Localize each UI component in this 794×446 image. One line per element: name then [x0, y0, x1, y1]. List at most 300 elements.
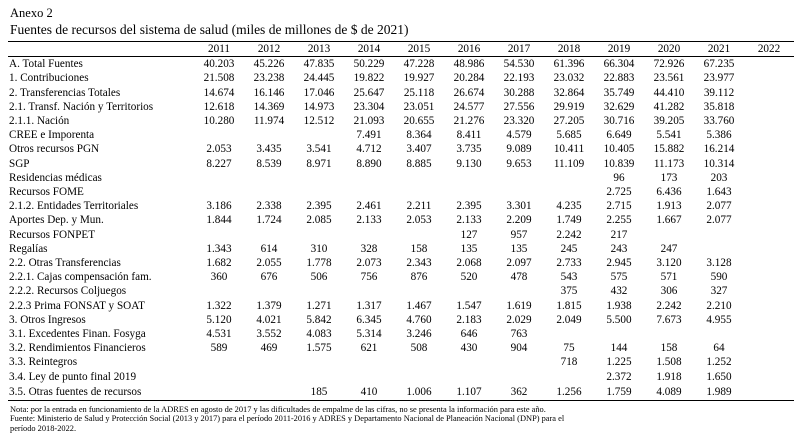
table-cell: 3.301	[506, 200, 532, 213]
table-cell	[744, 71, 794, 85]
table-cell: 621	[360, 342, 378, 355]
column-header: 2014	[344, 42, 394, 57]
table-cell: 4.089	[644, 384, 694, 401]
table-cell	[444, 171, 494, 185]
table-cell: 1.643	[706, 186, 732, 199]
table-cell: 2.029	[506, 313, 532, 326]
table-cell	[444, 355, 494, 369]
table-cell: 590	[710, 271, 728, 284]
table-cell	[744, 86, 794, 100]
table-cell: 4.083	[306, 328, 332, 341]
table-cell: 1.913	[656, 200, 682, 213]
table-cell	[444, 370, 494, 384]
table-cell: 5.842	[306, 313, 332, 326]
table-cell: 26.674	[453, 86, 485, 99]
table-cell: 957	[510, 228, 528, 241]
table-cell: 4.760	[406, 313, 432, 326]
table-cell	[744, 199, 794, 213]
table-cell	[744, 185, 794, 199]
table-row	[8, 256, 794, 270]
table-row	[8, 142, 794, 156]
table-cell: 1.317	[356, 299, 382, 312]
table-cell: 2.255	[606, 214, 632, 227]
table-cell: 589	[210, 342, 228, 355]
table-cell: 4.235	[556, 200, 582, 213]
table-cell: 432	[610, 285, 628, 298]
table-cell	[194, 284, 244, 298]
table-cell: 5.500	[606, 313, 632, 326]
table-cell: 10.839	[603, 157, 635, 170]
table-cell: 2.725	[606, 186, 632, 199]
row-label: 2.1. Transf. Nación y Territorios	[9, 100, 154, 113]
table-cell: 27.556	[503, 100, 535, 113]
table-row	[8, 384, 794, 401]
table-cell: 64	[713, 342, 725, 355]
table-cell	[244, 171, 294, 185]
table-row	[8, 213, 794, 227]
table-cell	[744, 228, 794, 242]
table-notes	[8, 405, 744, 434]
table-header-row	[8, 42, 794, 57]
table-cell: 5.685	[556, 129, 582, 142]
table-cell	[744, 355, 794, 369]
table-cell: 646	[460, 328, 478, 341]
row-label: 3.4. Ley de punto final 2019	[9, 370, 137, 383]
table-cell: 19.927	[403, 72, 435, 85]
table-cell: 158	[410, 242, 428, 255]
table-cell: 360	[210, 271, 228, 284]
table-row	[8, 327, 794, 341]
table-cell: 158	[660, 342, 678, 355]
table-cell	[744, 299, 794, 313]
table-cell: 1.006	[394, 384, 444, 401]
table-cell: 2.068	[456, 257, 482, 270]
table-cell	[344, 185, 394, 199]
table-cell	[744, 142, 794, 156]
table-cell: 11.109	[553, 157, 585, 170]
table-cell: 11.173	[653, 157, 685, 170]
table-row	[8, 341, 794, 355]
table-cell: 14.674	[203, 86, 235, 99]
table-cell: 4.531	[206, 328, 232, 341]
table-cell: 520	[460, 271, 478, 284]
table-row	[8, 57, 794, 72]
table-cell: 1.343	[206, 242, 232, 255]
table-cell	[194, 228, 244, 242]
table-cell: 144	[610, 342, 628, 355]
table-cell: 2.242	[656, 299, 682, 312]
table-cell: 3.735	[456, 143, 482, 156]
table-cell: 5.386	[706, 129, 732, 142]
table-cell: 247	[660, 242, 678, 255]
table-cell	[194, 355, 244, 369]
table-cell: 21.276	[453, 115, 485, 128]
table-cell: 24.577	[453, 100, 485, 113]
table-cell	[294, 284, 344, 298]
table-cell: 3.552	[256, 328, 282, 341]
table-cell: 306	[660, 285, 678, 298]
table-cell: 763	[510, 328, 528, 341]
table-cell: 9.089	[506, 143, 532, 156]
table-cell: 45.226	[253, 58, 285, 71]
table-cell: 2.211	[406, 200, 432, 213]
table-cell	[744, 327, 794, 341]
table-row	[8, 100, 794, 114]
table-cell: 8.885	[406, 157, 432, 170]
table-cell: 23.238	[253, 72, 285, 85]
table-cell	[294, 185, 344, 199]
table-cell: 35.749	[603, 86, 635, 99]
table-cell	[744, 213, 794, 227]
table-row	[8, 185, 794, 199]
table-cell: 2.055	[256, 257, 282, 270]
table-cell: 1.778	[306, 257, 332, 270]
row-label: CREE e Imporenta	[9, 129, 95, 142]
table-cell: 2.733	[556, 257, 582, 270]
table-cell: 718	[560, 356, 578, 369]
table-cell: 16.146	[253, 86, 285, 99]
table-cell: 2.338	[256, 200, 282, 213]
table-cell	[244, 128, 294, 142]
table-cell	[444, 185, 494, 199]
table-cell: 2.372	[606, 370, 632, 383]
table-cell: 1.271	[306, 299, 332, 312]
table-cell: 1.225	[606, 356, 632, 369]
table-cell: 1.918	[656, 370, 682, 383]
table-cell	[494, 355, 544, 369]
table-cell: 16.214	[703, 143, 735, 156]
table-cell: 185	[294, 384, 344, 401]
table-cell: 2.133	[356, 214, 382, 227]
table-row	[8, 270, 794, 284]
table-row	[8, 157, 794, 171]
table-cell: 1.749	[556, 214, 582, 227]
table-cell: 1.575	[306, 342, 332, 355]
table-cell: 1.759	[594, 384, 644, 401]
table-cell: 1.252	[706, 356, 732, 369]
table-cell	[744, 256, 794, 270]
table-cell: 1.682	[206, 257, 232, 270]
table-cell: 2.945	[606, 257, 632, 270]
table-cell: 10.280	[203, 115, 235, 128]
row-label: 2.2.1. Cajas compensación fam.	[9, 271, 152, 284]
row-label: 2.2. Otras Transferencias	[9, 257, 121, 270]
column-header: 2011	[194, 42, 244, 57]
table-cell	[744, 114, 794, 128]
table-cell: 2.053	[406, 214, 432, 227]
table-cell: 75	[563, 342, 575, 355]
column-header: 2012	[244, 42, 294, 57]
table-cell	[744, 284, 794, 298]
table-row	[8, 299, 794, 313]
table-cell: 33.760	[703, 115, 735, 128]
table-cell	[744, 128, 794, 142]
table-cell	[294, 171, 344, 185]
table-cell: 15.882	[653, 143, 685, 156]
table-cell: 3.128	[706, 257, 732, 270]
row-label: 2.1.1. Nación	[9, 115, 70, 128]
table-cell	[394, 228, 444, 242]
table-cell: 508	[410, 342, 428, 355]
table-cell: 1.467	[406, 299, 432, 312]
table-cell: 30.288	[503, 86, 535, 99]
table-cell	[194, 185, 244, 199]
table-cell: 2.210	[706, 299, 732, 312]
table-cell	[744, 370, 794, 384]
table-cell: 12.618	[203, 100, 235, 113]
table-cell	[544, 370, 594, 384]
table-cell: 20.655	[403, 115, 435, 128]
table-cell: 3.541	[306, 143, 332, 156]
table-cell: 23.561	[653, 72, 685, 85]
table-cell: 1.650	[706, 370, 732, 383]
table-cell	[394, 284, 444, 298]
table-cell: 5.541	[656, 129, 682, 142]
table-cell: 127	[460, 228, 478, 241]
table-cell: 2.077	[706, 200, 732, 213]
table-cell: 328	[360, 242, 378, 255]
table-cell: 47.835	[303, 58, 335, 71]
table-row	[8, 355, 794, 369]
column-header: 2017	[494, 42, 544, 57]
column-header: 2016	[444, 42, 494, 57]
table-cell	[244, 284, 294, 298]
table-cell: 3.120	[656, 257, 682, 270]
table-cell	[394, 171, 444, 185]
row-label: 2. Transferencias Totales	[9, 86, 121, 99]
table-cell: 7.491	[356, 129, 382, 142]
table-cell: 478	[510, 271, 528, 284]
table-cell: 1.256	[544, 384, 594, 401]
table-cell	[644, 228, 694, 242]
table-cell	[244, 370, 294, 384]
table-cell: 3.246	[406, 328, 432, 341]
table-cell: 30.716	[603, 115, 635, 128]
row-label: 2.2.2. Recursos Coljuegos	[9, 285, 127, 298]
table-cell: 4.712	[356, 143, 382, 156]
table-cell	[544, 185, 594, 199]
row-label: A. Total Fuentes	[9, 58, 83, 71]
table-cell: 217	[610, 228, 628, 241]
table-cell: 506	[310, 271, 328, 284]
table-cell	[344, 370, 394, 384]
table-cell: 39.112	[703, 86, 735, 99]
table-cell: 2.395	[456, 200, 482, 213]
table-cell: 23.032	[553, 72, 585, 85]
table-cell: 756	[360, 271, 378, 284]
table-cell: 876	[410, 271, 428, 284]
column-header: 2013	[294, 42, 344, 57]
table-cell: 173	[660, 171, 678, 184]
table-cell	[744, 57, 794, 72]
table-cell: 23.304	[353, 100, 385, 113]
table-cell: 1.667	[656, 214, 682, 227]
table-cell: 6.436	[656, 186, 682, 199]
table-cell: 27.205	[553, 115, 585, 128]
row-label: Recursos FONPET	[9, 228, 96, 241]
table-cell	[194, 128, 244, 142]
table-cell: 23.977	[703, 72, 735, 85]
table-header	[8, 42, 794, 57]
row-label: Regalías	[9, 242, 48, 255]
table-cell: 676	[260, 271, 278, 284]
table-cell: 575	[610, 271, 628, 284]
table-cell: 1.508	[656, 356, 682, 369]
table-cell: 25.118	[403, 86, 435, 99]
table-cell: 2.209	[506, 214, 532, 227]
table-cell: 2.097	[506, 257, 532, 270]
table-row	[8, 128, 794, 142]
table-cell: 3.435	[256, 143, 282, 156]
table-cell	[544, 171, 594, 185]
row-label: 1. Contribuciones	[9, 72, 89, 85]
table-cell: 66.304	[603, 58, 635, 71]
table-cell: 72.926	[653, 58, 685, 71]
table-cell	[694, 327, 744, 341]
table-cell: 54.530	[503, 58, 535, 71]
table-cell	[694, 242, 744, 256]
table-cell: 96	[613, 171, 625, 184]
table-cell: 22.883	[603, 72, 635, 85]
table-cell	[344, 228, 394, 242]
table-cell: 14.369	[253, 100, 285, 113]
table-cell	[744, 171, 794, 185]
table-cell: 2.715	[606, 200, 632, 213]
table-cell: 10.405	[603, 143, 635, 156]
table-cell: 48.986	[453, 58, 485, 71]
table-cell: 1.619	[506, 299, 532, 312]
table-cell	[394, 185, 444, 199]
table-cell: 24.445	[303, 72, 335, 85]
table-cell: 2.085	[306, 214, 332, 227]
table-cell: 1.724	[256, 214, 282, 227]
table-cell	[194, 370, 244, 384]
column-header: 2018	[544, 42, 594, 57]
table-cell: 2.073	[356, 257, 382, 270]
table-cell: 203	[710, 171, 728, 184]
table-cell: 135	[510, 242, 528, 255]
fuentes-recursos-table	[8, 41, 794, 401]
table-row	[8, 171, 794, 185]
table-cell: 61.396	[553, 58, 585, 71]
table-row	[8, 370, 794, 384]
table-cell: 8.227	[206, 157, 232, 170]
table-cell	[594, 327, 644, 341]
table-cell: 17.046	[303, 86, 335, 99]
table-cell	[294, 228, 344, 242]
table-cell: 6.649	[606, 129, 632, 142]
table-cell	[194, 384, 244, 401]
table-cell: 1.322	[206, 299, 232, 312]
table-cell	[294, 370, 344, 384]
table-cell	[194, 171, 244, 185]
table-cell: 327	[710, 285, 728, 298]
table-cell: 4.021	[256, 313, 282, 326]
table-cell: 23.051	[403, 100, 435, 113]
row-label: 3.5. Otras fuentes de recursos	[8, 384, 194, 401]
table-row	[8, 242, 794, 256]
table-cell	[494, 370, 544, 384]
table-cell: 10.314	[703, 157, 735, 170]
table-cell: 8.890	[356, 157, 382, 170]
column-header: 2021	[694, 42, 744, 57]
table-cell	[644, 327, 694, 341]
table-row	[8, 114, 794, 128]
table-cell: 1.938	[606, 299, 632, 312]
table-cell: 362	[494, 384, 544, 401]
table-cell: 32.864	[553, 86, 585, 99]
table-cell	[444, 284, 494, 298]
table-cell: 904	[510, 342, 528, 355]
table-cell	[294, 128, 344, 142]
table-body	[8, 57, 794, 401]
table-cell: 4.955	[706, 313, 732, 326]
table-cell	[494, 185, 544, 199]
table-cell: 1.989	[694, 384, 744, 401]
table-cell: 44.410	[653, 86, 685, 99]
table-cell: 47.228	[403, 58, 435, 71]
table-cell	[494, 171, 544, 185]
row-label: Recursos FOME	[9, 186, 84, 199]
table-cell: 1.815	[556, 299, 582, 312]
column-header: 2020	[644, 42, 694, 57]
table-cell: 9.653	[506, 157, 532, 170]
table-cell: 614	[260, 242, 278, 255]
table-cell: 5.120	[206, 313, 232, 326]
table-cell: 243	[610, 242, 628, 255]
table-row	[8, 86, 794, 100]
table-cell: 21.093	[353, 115, 385, 128]
row-label: Aportes Dep. y Mun.	[9, 214, 104, 227]
table-cell	[344, 171, 394, 185]
table-cell: 543	[560, 271, 578, 284]
annex-label: Anexo 2	[10, 6, 53, 20]
table-cell: 8.364	[406, 129, 432, 142]
column-header: 2015	[394, 42, 444, 57]
row-label: 3.2. Rendimientos Financieros	[9, 342, 146, 355]
table-cell: 430	[460, 342, 478, 355]
table-cell: 14.973	[303, 100, 335, 113]
table-cell: 135	[460, 242, 478, 255]
table-cell	[744, 270, 794, 284]
table-cell: 2.133	[456, 214, 482, 227]
table-cell: 245	[560, 242, 578, 255]
table-cell: 1.107	[444, 384, 494, 401]
table-cell: 23.320	[503, 115, 535, 128]
row-label: 2.1.2. Entidades Territoriales	[9, 200, 139, 213]
table-cell: 22.193	[503, 72, 535, 85]
table-cell: 67.235	[703, 58, 735, 71]
column-header	[8, 42, 194, 57]
table-cell: 35.818	[703, 100, 735, 113]
table-cell: 39.205	[653, 115, 685, 128]
table-cell: 310	[310, 242, 328, 255]
table-cell: 9.130	[456, 157, 482, 170]
table-cell: 2.053	[206, 143, 232, 156]
table-cell	[544, 327, 594, 341]
table-cell: 10.411	[553, 143, 585, 156]
table-cell: 19.822	[353, 72, 385, 85]
table-cell: 571	[660, 271, 678, 284]
table-cell: 41.282	[653, 100, 685, 113]
table-cell: 2.461	[356, 200, 382, 213]
table-cell	[344, 284, 394, 298]
table-cell	[744, 341, 794, 355]
table-cell: 1.844	[206, 214, 232, 227]
table-cell: 2.183	[456, 313, 482, 326]
table-cell: 11.974	[253, 115, 285, 128]
table-row	[8, 284, 794, 298]
